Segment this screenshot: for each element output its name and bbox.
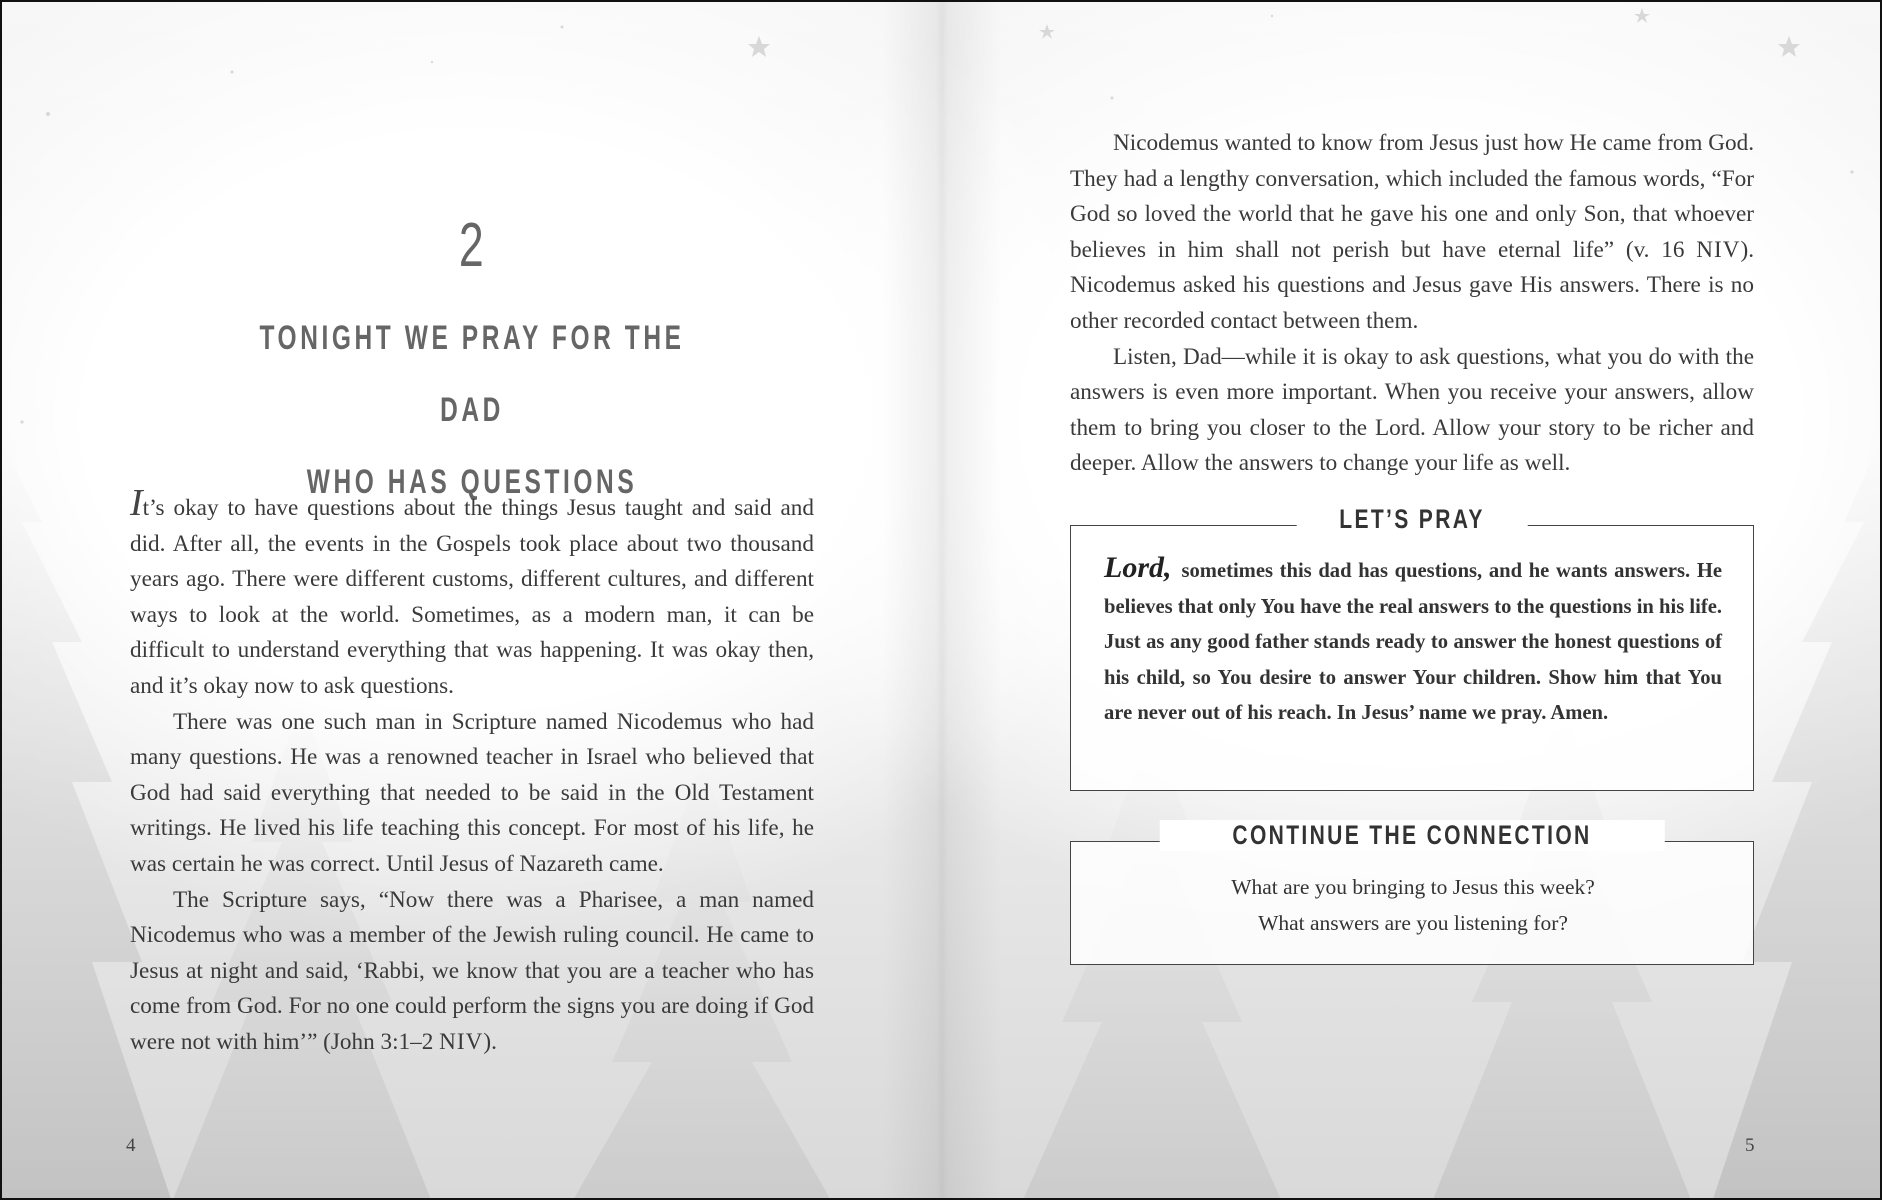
paragraph-text: The Scripture says, “Now there was a Pharisee, a man named Nicodemus who was a member of the Jewish ruling council. He came to Jesus at night and said, ‘Rabbi, we know that you are a teacher who has come from God. For no one could perform the signs you are doing if God were not with him’” (John 3:1–2 [130, 886, 814, 1055]
chapter-number: 2 [458, 211, 486, 280]
paragraph-text: Nicodemus wanted to know from Jesus just how He came from God. They had a lengthy conversation, which included the famous words, “For God so loved the world that he gave his one and only Son, that whoever believes in him shall not perish but have eternal life” (v. 16 [1070, 130, 1754, 263]
connection-question-1: What are you bringing to Jesus this week? [1231, 875, 1595, 899]
book-gutter-shadow [882, 2, 1002, 1200]
chapter-title-line-1: TONIGHT WE PRAY FOR THE DAD [259, 319, 685, 429]
page-number-right: 5 [1745, 1135, 1755, 1156]
lets-pray-box [1070, 504, 1754, 791]
lets-pray-title: LET’S PRAY [1297, 504, 1528, 535]
paragraph-text: t’s okay to have questions about the things Jesus taught and said and did. After all, the events in the Gospels took place about two thousand years ago. There were different customs, different cultures, and different ways to look at the world. Sometimes, as a modern man, it can be difficult to understand everything that was happening. It was okay then, and it’s okay now to ask questions. [130, 495, 814, 699]
chapter-title-line-2: WHO HAS QUESTIONS [306, 463, 638, 501]
prayer-text [1104, 550, 1722, 732]
paragraph [130, 883, 814, 1061]
bible-version: NIV [1696, 236, 1741, 263]
right-page [1070, 2, 1754, 1200]
paragraph: Listen, Dad—while it is okay to ask questions, what you do with the answers is even more important. When you receive your answers, allow them to bring you closer to the Lord. Allow your story to be richer and deeper. Allow the answers to change your life as well. [1070, 343, 1754, 477]
prayer-body: sometimes this dad has questions, and he wants answers. He believes that only You have the real answers to the questions in his life. Just as any good father stands ready to answer the honest questions of his child, so You desire to answer Your children. Show him that You are never out of his reach. In Jesus’ name we pray. Amen. [1104, 560, 1722, 725]
continue-connection-box [1070, 820, 1754, 965]
drop-cap: I [130, 482, 143, 524]
chapter-title [130, 302, 814, 518]
right-page-body [1070, 126, 1754, 482]
page-number-left: 4 [126, 1135, 136, 1156]
prayer-lead-word: Lord, [1104, 551, 1172, 584]
paragraph-text-end: ). Nicodemus asked his questions and Jesus gave His answers. There is no other recorded contact between them. [1070, 236, 1754, 334]
paragraph: There was one such man in Scripture named Nicodemus who had many questions. He was a renowned teacher in Israel who believed that God had said everything that needed to be said in the Old Testament writings. He lived his life teaching this concept. For most of his life, he was certain he was correct. Until Jesus of Nazareth came. [130, 708, 814, 877]
connection-question-2: What answers are you listening for? [1258, 910, 1568, 935]
connection-questions [1071, 870, 1755, 941]
left-page [130, 2, 814, 1200]
continue-connection-title: CONTINUE THE CONNECTION [1160, 820, 1665, 851]
bible-version: NIV [439, 1028, 484, 1055]
paragraph [1070, 126, 1754, 340]
paragraph-text-end: ). [483, 1028, 497, 1055]
